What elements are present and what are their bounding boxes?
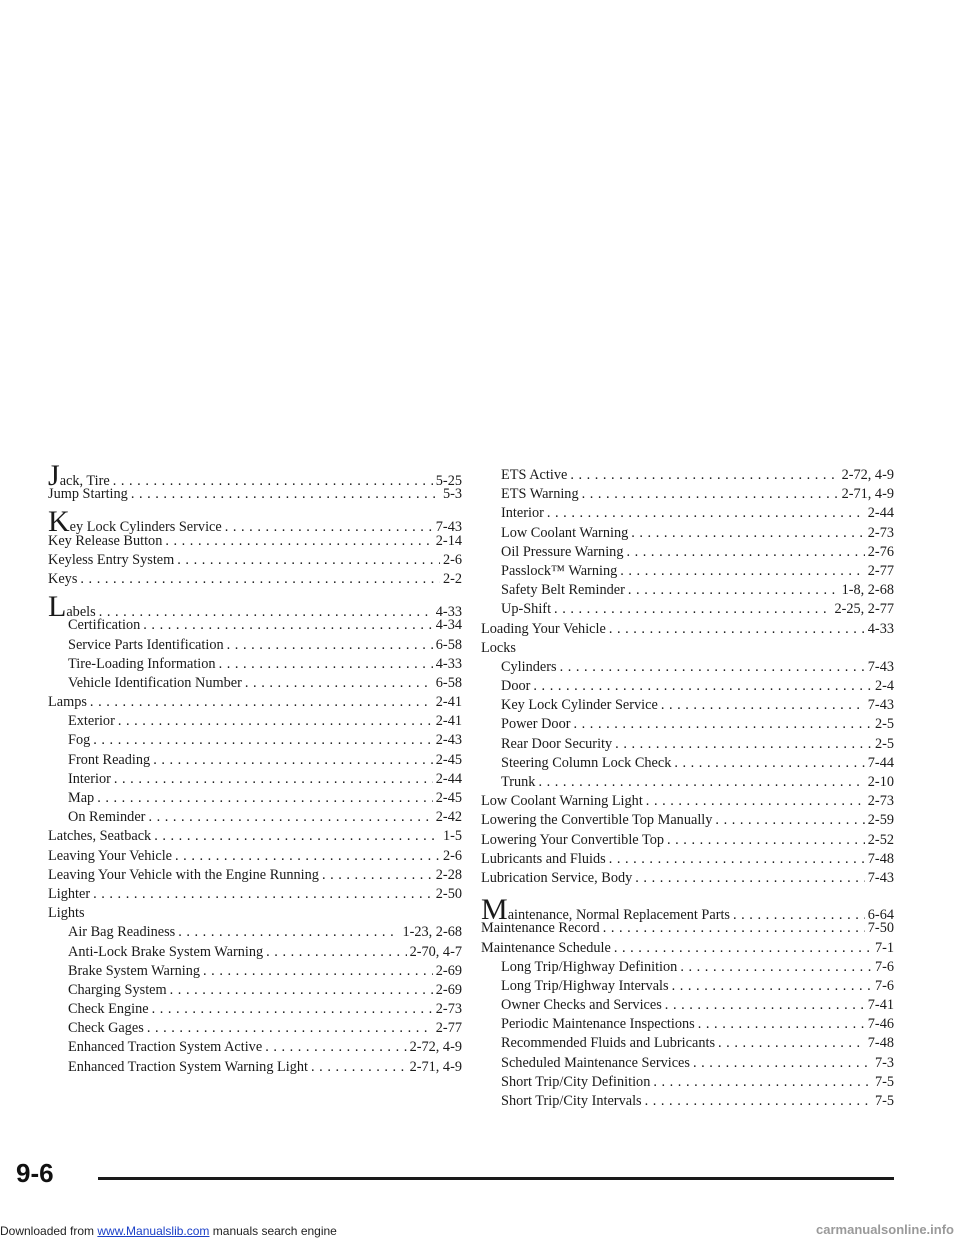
index-entry-label: Lubricants and Fluids [481,850,606,867]
dot-leader [90,693,433,712]
dot-leader [672,977,872,996]
index-entry-label: Long Trip/Highway Intervals [501,977,669,994]
index-entry-page: 6-64 [867,907,894,924]
index-entry-page: 2-73 [867,793,894,810]
index-entry-label: Lowering the Convertible Top Manually [481,812,713,829]
index-entry [48,827,462,846]
index-entry-page: 2-71, 4-9 [409,1058,462,1075]
index-entry-label: Locks [481,639,516,656]
index-entry-page: 6-58 [435,674,462,691]
index-entry-page: 2-72, 4-9 [409,1039,462,1056]
index-entry-page: 2-72, 4-9 [841,467,894,483]
index-entry-label: Oil Pressure Warning [501,543,624,560]
index-entry-page: 2-4 [874,678,894,695]
index-entry-label: Keyless Entry System [48,551,175,568]
dot-leader [628,581,839,600]
index-entry-page: 7-43 [867,697,894,714]
index-entry-label: Periodic Maintenance Inspections [501,1016,695,1033]
index-entry-label: Anti-Lock Brake System Warning [68,943,264,960]
index-entry [48,505,462,539]
index-entry-page: 4-34 [435,617,462,634]
index-entry [481,658,894,677]
dot-leader [97,789,433,808]
index-entry-page: 2-6 [442,847,462,864]
index-entry-page: 7-46 [867,1016,894,1033]
dot-leader [653,1073,872,1092]
index-entry-page: 1-8, 2-68 [841,582,894,599]
index-entry-label: Steering Column Lock Check [501,754,672,771]
dot-leader [131,485,440,504]
dot-leader [603,919,865,938]
index-entry [481,977,894,996]
index-entry-page: 2-71, 4-9 [841,486,894,503]
dot-leader [219,655,433,674]
index-entry-page: 5-25 [435,473,462,489]
index-entry-label: Certification [68,617,141,634]
index-entry [48,943,462,962]
index-entry-page: 2-73 [867,524,894,541]
index-entry [481,735,894,754]
dot-leader [582,485,839,504]
index-entry-page: 2-14 [435,532,462,549]
index-entry-page: 2-52 [867,831,894,848]
index-entry [481,1034,894,1053]
index-entry-label: Key Lock Cylinder Service [501,697,658,714]
dot-leader [245,674,433,693]
dot-leader [667,831,865,850]
index-entry [481,869,894,888]
index-entry [481,919,894,938]
index-entry [481,677,894,696]
index-entry [48,962,462,981]
index-entry [481,1015,894,1034]
download-prefix: Downloaded from [0,1224,98,1238]
index-entry-label: Recommended Fluids and Lubricants [501,1035,716,1052]
dot-leader [148,808,432,827]
index-entry-page: 2-44 [435,770,462,787]
dot-leader [680,958,872,977]
index-entry-label: Brake System Warning [68,962,201,979]
index-entry-page: 4-33 [435,655,462,672]
index-entry-page: 2-45 [435,751,462,768]
index-entry [48,904,462,923]
index-entry-page: 4-33 [867,620,894,637]
index-entry [481,893,894,927]
dot-leader [143,616,433,635]
dot-leader [147,1019,433,1038]
index-entry-label: Fog [68,732,91,749]
index-entry-page: 2-45 [435,790,462,806]
index-entry [481,696,894,715]
index-entry [48,551,462,570]
dot-leader [538,773,864,792]
index-entry-label: Lamps [48,694,87,711]
index-entry-label: Door [501,678,531,695]
index-entry-page: 2-44 [867,505,894,522]
index-entry-label: Scheduled Maintenance Services [501,1054,690,1071]
index-entry-page: 2-6 [442,551,462,568]
index-entry-label: Map [68,790,95,806]
footer-rule [98,1177,894,1180]
index-entry-label: Lighter [48,885,91,902]
dot-leader [574,715,872,734]
index-entry-page: 2-10 [867,774,894,790]
dot-leader [560,658,865,677]
index-entry-label: Interior [68,770,111,787]
index-entry-label: On Reminder [68,809,146,826]
index-entry [48,655,462,674]
index-entry [48,485,462,504]
index-entry-label: Check Gages [68,1020,144,1037]
index-entry-label: Cylinders [501,658,557,675]
index-entry-page: 2-28 [435,866,462,883]
dot-leader [203,962,433,981]
index-entry-page: 2-73 [435,1001,462,1018]
section-initial-letter: L [48,590,67,624]
dot-leader [114,770,433,789]
watermark: carmanualsonline.info [816,1222,954,1237]
dot-leader [265,1038,406,1057]
dot-leader [609,620,865,639]
index-entry-label: Lights [48,905,85,922]
index-entry-page: 6-58 [435,636,462,653]
index-entry-label: Short Trip/City Intervals [501,1093,642,1109]
index-entry [48,885,462,904]
index-entry-page: 2-5 [874,735,894,752]
index-entry [481,754,894,773]
index-entry-page: 2-41 [435,713,462,730]
index-entry-label: Short Trip/City Definition [501,1073,651,1090]
index-entry-label: Air Bag Readiness [68,924,176,941]
dot-leader [533,677,872,696]
index-entry-page: 7-5 [874,1093,894,1109]
index-entry-label: Leaving Your Vehicle [48,847,173,864]
dot-leader [547,504,865,523]
dot-leader [165,532,432,551]
index-entry-label: Lowering Your Convertible Top [481,831,664,848]
dot-leader [631,524,865,543]
index-entry-page: 7-50 [867,920,894,937]
index-entry [481,958,894,977]
index-entry [48,590,462,624]
dot-leader [615,735,872,754]
index-entry [48,532,462,551]
dot-leader [715,811,864,830]
dot-leader [154,827,440,846]
index-entry [48,923,462,942]
dot-leader [661,696,865,715]
index-entry-label: Check Engine [68,1001,149,1018]
dot-leader [118,712,433,731]
index-entry-page: 7-48 [867,1035,894,1052]
dot-leader [175,847,440,866]
section-initial-rest: ey Lock Cylinders Service [69,519,222,536]
dot-leader [322,866,433,885]
index-entry [481,1092,894,1111]
dot-leader [178,923,399,942]
index-entry [481,792,894,811]
section-initial-letter: J [48,459,60,492]
index-entry [481,996,894,1015]
dot-leader [614,939,872,958]
dot-leader [93,731,433,750]
index-entry [48,1058,462,1077]
index-entry [48,866,462,885]
index-entry-page: 2-69 [435,981,462,998]
index-entry [481,939,894,958]
manualslib-link[interactable]: www.Manualslib.com [97,1224,210,1238]
index-entry-page: 7-43 [435,519,462,536]
index-entry [48,1038,462,1057]
dot-leader [93,885,433,904]
dot-leader [646,792,865,811]
index-entry-page: 7-44 [867,754,894,771]
index-entry-page: 2-77 [867,562,894,579]
dot-leader [80,570,440,589]
dot-leader [609,850,865,869]
index-entry-page: 2-25, 2-77 [834,601,894,618]
section-initial-rest: ack, Tire [59,473,110,489]
index-entry-label: Enhanced Traction System Warning Light [68,1058,309,1075]
index-entry [481,466,894,485]
index-entry [48,1000,462,1019]
index-entry [48,731,462,750]
dot-leader [266,943,406,962]
index-entry [48,616,462,635]
index-entry [481,715,894,734]
index-entry [481,485,894,504]
index-entry-page: 2-43 [435,732,462,749]
index-entry [48,693,462,712]
index-entry [481,562,894,581]
index-column-right [481,466,894,1111]
index-entry-page: 1-5 [442,828,462,845]
index-entry-page: 7-41 [867,997,894,1014]
index-entry [481,620,894,639]
index-entry [481,831,894,850]
index-entry-page: 7-3 [874,1054,894,1071]
index-entry [48,1019,462,1038]
index-entry-page: 7-43 [867,658,894,675]
dot-leader [620,562,865,581]
index-entry-label: Low Coolant Warning [501,524,629,541]
index-entry-page: 2-77 [435,1020,462,1037]
download-notice [0,1224,337,1238]
index-entry-page: 7-43 [867,869,894,886]
dot-leader [693,1054,872,1073]
index-entry-label: Safety Belt Reminder [501,582,625,599]
download-suffix: manuals search engine [209,1224,337,1238]
index-entry [481,773,894,792]
index-entry [481,581,894,600]
index-entry-label: Tire-Loading Information [68,655,216,672]
index-entry-page: 7-1 [874,939,894,956]
dot-leader [227,636,433,655]
dot-leader [153,751,433,770]
section-initial-rest: abels [66,604,96,621]
index-entry-page: 2-41 [435,694,462,711]
index-entry [48,674,462,693]
index-entry [481,811,894,830]
index-entry-page: 7-48 [867,850,894,867]
index-entry [481,850,894,869]
dot-leader [570,466,838,485]
index-entry [48,712,462,731]
index-entry-page: 2-59 [867,812,894,829]
index-entry [481,1054,894,1073]
index-entry [48,751,462,770]
dot-leader [626,543,864,562]
index-entry [48,459,462,492]
index-entry [481,639,894,658]
index-entry-page: 5-3 [442,486,462,503]
index-entry-label: Low Coolant Warning Light [481,793,643,810]
dot-leader [311,1058,407,1077]
index-entry-label: Keys [48,570,78,587]
dot-leader [698,1015,865,1034]
dot-leader [665,996,865,1015]
index-entry [48,789,462,808]
index-entry-label: Latches, Seatback [48,828,152,845]
dot-leader [177,551,440,570]
index-entry-label: Leaving Your Vehicle with the Engine Running [48,866,319,883]
section-initial-letter: K [48,505,70,539]
dot-leader [152,1000,433,1019]
index-entry-label: Interior [501,505,544,522]
index-entry-page: 4-33 [435,604,462,621]
index-entry-label: Trunk [501,774,536,790]
index-entry-label: Passlock™ Warning [501,562,618,579]
index-entry-page: 7-5 [874,1073,894,1090]
index-entry-label: Service Parts Identification [68,636,224,653]
index-entry-page: 2-50 [435,885,462,902]
index-entry-page: 2-5 [874,716,894,733]
index-entry-label: Maintenance Schedule [481,939,611,956]
index-entry-label: Enhanced Traction System Active [68,1039,263,1056]
index-entry-page: 1-23, 2-68 [402,924,462,941]
index-entry [48,808,462,827]
index-entry [481,504,894,523]
index-entry [481,1073,894,1092]
index-entry [481,600,894,619]
dot-leader [718,1034,865,1053]
index-entry-page: 7-6 [874,958,894,975]
index-entry [481,524,894,543]
dot-leader [674,754,864,773]
index-entry-page: 2-70, 4-7 [409,943,462,960]
index-entry-page: 2-69 [435,962,462,979]
dot-leader [635,869,865,888]
index-entry [48,981,462,1000]
index-entry-label: Lubrication Service, Body [481,869,633,886]
index-column-left [48,459,462,1077]
index-entry-label: Owner Checks and Services [501,997,662,1014]
index-entry-label: Jump Starting [48,486,128,503]
index-entry-label: ETS Active [501,467,568,483]
index-entry [481,543,894,562]
section-initial-rest: aintenance, Normal Replacement Parts [507,907,730,924]
index-entry-label: Front Reading [68,751,151,768]
index-entry-label: ETS Warning [501,486,579,503]
index-entry-label: Rear Door Security [501,735,613,752]
index-entry [48,847,462,866]
index-entry [48,570,462,589]
index-entry-page: 2-76 [867,543,894,560]
dot-leader [170,981,433,1000]
index-entry-label: Charging System [68,981,167,998]
index-entry-page: 2-42 [435,809,462,826]
page-number: 9-6 [16,1158,54,1188]
dot-leader [645,1092,872,1111]
index-entry-label: Maintenance Record [481,920,600,937]
section-initial-letter: M [481,893,508,927]
index-entry [48,770,462,789]
index-entry-page: 7-6 [874,977,894,994]
index-entry-label: Vehicle Identification Number [68,674,242,691]
index-entry-label: Loading Your Vehicle [481,620,606,637]
index-entry-label: Up-Shift [501,601,552,618]
index-entry-label: Power Door [501,716,571,733]
index-entry-page: 2-2 [442,570,462,587]
index-entry-label: Long Trip/Highway Definition [501,958,678,975]
dot-leader [554,600,831,619]
index-entry-label: Exterior [68,713,115,730]
index-entry-label: Key Release Button [48,532,163,549]
index-entry [48,636,462,655]
